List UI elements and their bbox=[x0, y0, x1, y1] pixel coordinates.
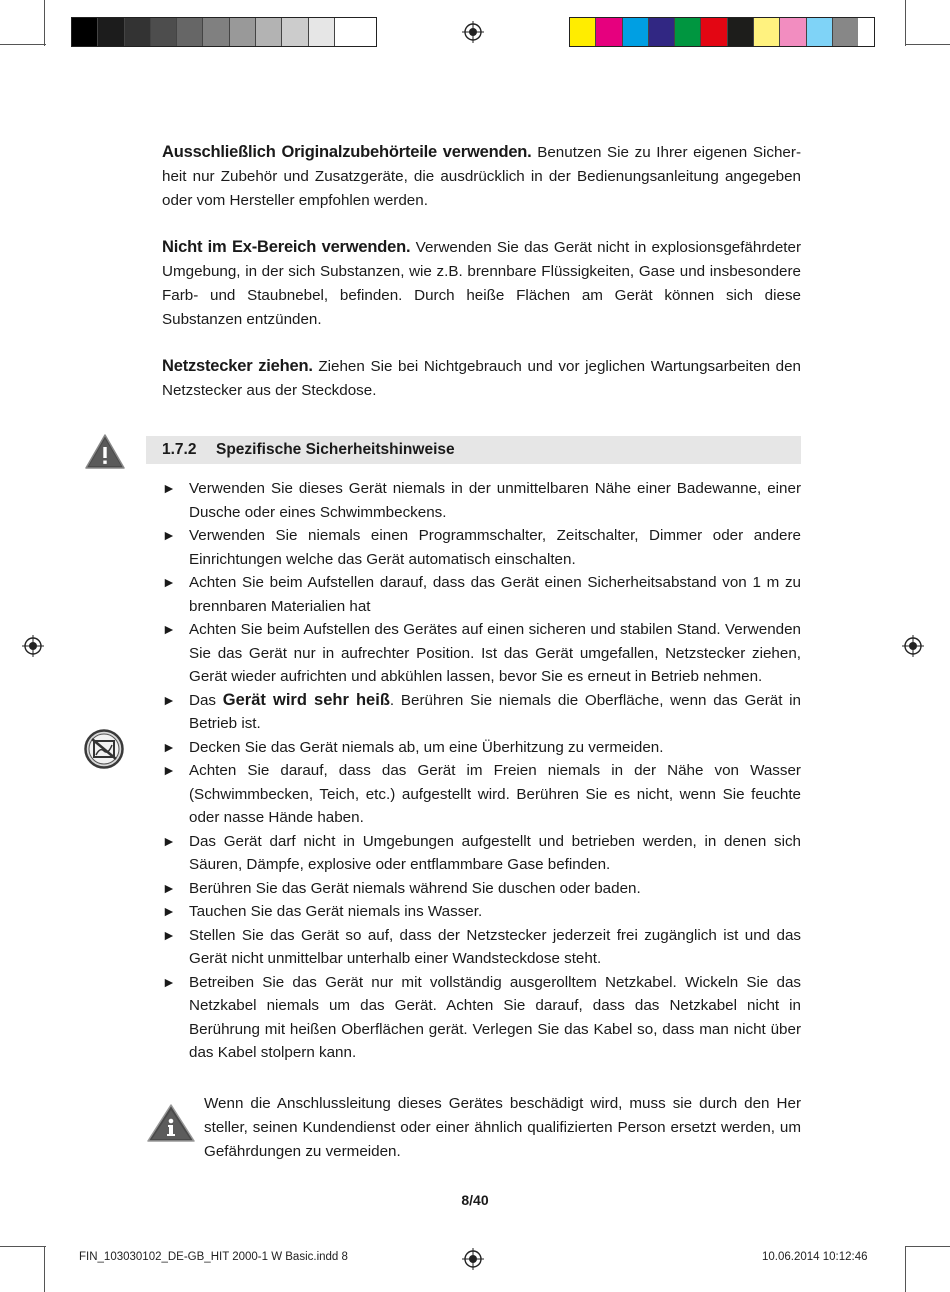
calibration-swatch bbox=[151, 18, 177, 46]
paragraph-lead: Ausschließlich Originalzubehörteile verwenden. bbox=[162, 143, 532, 161]
bullet-arrow-icon: ► bbox=[162, 973, 176, 990]
calibration-swatch bbox=[335, 18, 360, 46]
crop-mark bbox=[905, 1246, 906, 1292]
calibration-swatch bbox=[649, 18, 675, 46]
calibration-swatch bbox=[309, 18, 335, 46]
list-item bbox=[162, 877, 801, 901]
list-item-text: Tauchen Sie das Gerät niemals ins Wasser. bbox=[189, 903, 483, 920]
crop-mark bbox=[44, 1246, 45, 1292]
paragraph-unplug bbox=[162, 354, 801, 403]
info-triangle-icon bbox=[146, 1103, 196, 1143]
calibration-swatch bbox=[675, 18, 701, 46]
crop-mark bbox=[905, 0, 906, 46]
bullet-arrow-icon: ► bbox=[162, 480, 176, 496]
calibration-swatch bbox=[754, 18, 780, 46]
calibration-swatch bbox=[177, 18, 203, 46]
section-header bbox=[146, 436, 801, 464]
bullet-arrow-icon: ► bbox=[162, 926, 176, 943]
page-number: 8/40 bbox=[461, 1192, 489, 1208]
note-text: Wenn die Anschlussleitung dieses Gerätes beschädigt wird, muss sie durch den Her steller, seinen Kundendienst oder einer ähnlich qualifizierten Person ersetzt werden, um Gefährdungen zu vermeiden. bbox=[204, 1095, 801, 1160]
paragraph-text: Verwenden Sie das Gerät nicht in explosionsgefährdeter Umgebung, in der sich Substanzen, wie z.B. brennbare Flüssigkeiten, Gase und insbesondere Farb- und Staubnebel, befinden. Durch heiße Flächen am Gerät können sich diese Substanzen entzünden. bbox=[162, 239, 801, 328]
warning-triangle-icon bbox=[84, 433, 126, 471]
calibration-swatch bbox=[596, 18, 622, 46]
list-item-text: Stellen Sie das Gerät so auf, dass der Netzstecker jederzeit frei zugänglich ist und das Gerät nicht unmittelbar unterhalb einer Wandsteckdose steht. bbox=[189, 926, 801, 967]
calibration-swatch bbox=[701, 18, 727, 46]
list-item-text: Das Gerät darf nicht in Umgebungen aufgestellt und betrieben werden, in denen sich Säuren, Dämpfe, explosive oder entflammbare Gase befinden. bbox=[189, 832, 801, 873]
do-not-cover-icon bbox=[84, 729, 124, 769]
list-item-text: Achten Sie beim Aufstellen des Gerätes auf einen sicheren und stabilen Stand. Verwenden Sie das Gerät nur in aufrechter Position. Ist das Gerät umgefallen, Netzstecker ziehen, Gerät wieder aufrichten und abkühlen lassen, bevor Sie es erneut in Betrieb nehmen. bbox=[189, 621, 801, 685]
calibration-swatch bbox=[256, 18, 282, 46]
bullet-arrow-icon: ► bbox=[162, 527, 176, 543]
bullet-arrow-icon: ► bbox=[162, 738, 176, 755]
registration-mark-icon bbox=[22, 635, 44, 657]
color-calibration-bar bbox=[569, 17, 875, 47]
calibration-swatch bbox=[230, 18, 256, 46]
registration-mark-icon bbox=[462, 1248, 484, 1270]
list-item-text: Achten Sie darauf, dass das Gerät im Freien niemals in der Nähe von Wasser (Schwimmbecken, Teich, etc.) aufgestellt wird. Berühren Sie es nicht, wenn Sie feuchte oder nasse Hände haben. bbox=[189, 762, 801, 826]
crop-mark bbox=[44, 0, 45, 46]
calibration-swatch bbox=[125, 18, 151, 46]
list-item-text: Achten Sie beim Aufstellen darauf, dass das Gerät einen Sicherheitsabstand von 1 m zu brennbaren Materialien hat bbox=[189, 574, 801, 615]
calibration-swatch bbox=[282, 18, 308, 46]
bullet-arrow-icon: ► bbox=[162, 762, 176, 778]
paragraph-lead: Nicht im Ex-Bereich verwenden. bbox=[162, 238, 411, 256]
footer-timestamp: 10.06.2014 10:12:46 bbox=[762, 1251, 868, 1263]
list-item bbox=[162, 524, 801, 571]
paragraph-text: Benutzen Sie zu Ihrer eigenen Sicherheit nur Zubehör und Zusatzgeräte, die ausdrücklich in der Bedienungsanleitung angegeben oder vom Hersteller empfohlen werden. bbox=[162, 144, 801, 209]
list-item-text: Verwenden Sie dieses Gerät niemals in der unmittelbaren Nähe einer Badewanne, einer Dusche oder eines Schwimmbeckens. bbox=[189, 480, 801, 521]
safety-bullet-list bbox=[162, 477, 801, 1065]
list-item bbox=[162, 618, 801, 689]
list-item bbox=[162, 477, 801, 524]
paragraph-lead: Netzstecker ziehen. bbox=[162, 357, 313, 375]
bullet-arrow-icon: ► bbox=[162, 691, 176, 708]
list-item-text: Betreiben Sie das Gerät nur mit vollständig ausgerolltem Netzkabel. Wickeln Sie das Netzkabel niemals um das Gerät. Achten Sie darauf, dass das Netzkabel nicht in Berührung mit heißen Oberflächen gerät. Verlegen Sie das Kabel so, dass man nicht über das Kabel stolpern kann. bbox=[189, 973, 801, 1061]
paragraph-original-accessories bbox=[162, 140, 801, 213]
list-item-prefix: Das bbox=[189, 691, 223, 709]
calibration-swatch bbox=[623, 18, 649, 46]
list-item bbox=[162, 689, 801, 736]
paragraph-ex-area bbox=[162, 235, 801, 332]
bullet-arrow-icon: ► bbox=[162, 903, 176, 919]
list-item-text: . Berühren Sie niemals die Oberfläche, wenn das Gerät in Betrieb ist. bbox=[189, 691, 802, 732]
list-item bbox=[162, 759, 801, 830]
bullet-arrow-icon: ► bbox=[162, 832, 176, 849]
bullet-arrow-icon: ► bbox=[162, 879, 176, 896]
list-item-text: Verwenden Sie niemals einen Programmschalter, Zeitschalter, Dimmer oder andere Einrichtungen welche das Gerät automatisch einschalten. bbox=[189, 527, 801, 568]
list-item-text: Berühren Sie das Gerät niemals während Sie duschen oder baden. bbox=[189, 879, 641, 897]
list-item bbox=[162, 971, 801, 1065]
list-item bbox=[162, 571, 801, 618]
calibration-swatch bbox=[807, 18, 833, 46]
bullet-arrow-icon: ► bbox=[162, 621, 176, 637]
bullet-arrow-icon: ► bbox=[162, 574, 176, 590]
list-item bbox=[162, 830, 801, 877]
crop-mark bbox=[905, 44, 950, 45]
grayscale-calibration-bar bbox=[71, 17, 377, 47]
registration-mark-icon bbox=[902, 635, 924, 657]
list-item bbox=[162, 900, 801, 924]
crop-mark bbox=[0, 1246, 46, 1247]
registration-mark-icon bbox=[462, 21, 484, 43]
calibration-swatch bbox=[203, 18, 229, 46]
calibration-swatch bbox=[570, 18, 596, 46]
calibration-swatch bbox=[728, 18, 754, 46]
calibration-swatch bbox=[780, 18, 806, 46]
calibration-swatch bbox=[98, 18, 124, 46]
crop-mark bbox=[0, 44, 46, 45]
section-title: Spezifische Sicherheitshinweise bbox=[216, 441, 455, 458]
calibration-swatch bbox=[72, 18, 98, 46]
footer-file-name: FIN_103030102_DE-GB_HIT 2000-1 W Basic.indd 8 bbox=[79, 1251, 348, 1263]
list-item-emphasis: Gerät wird sehr heiß bbox=[222, 690, 390, 709]
section-number: 1.7.2 bbox=[162, 441, 197, 458]
list-item bbox=[162, 736, 801, 760]
calibration-swatch bbox=[833, 18, 858, 46]
crop-mark bbox=[905, 1246, 950, 1247]
paragraph-text: Ziehen Sie bei Nichtgebrauch und vor jeglichen Wartungsarbeiten den Netzstecker aus der Steckdose. bbox=[162, 358, 801, 399]
list-item-text: Decken Sie das Gerät niemals ab, um eine Überhitzung zu vermeiden. bbox=[189, 738, 664, 756]
list-item bbox=[162, 924, 801, 971]
